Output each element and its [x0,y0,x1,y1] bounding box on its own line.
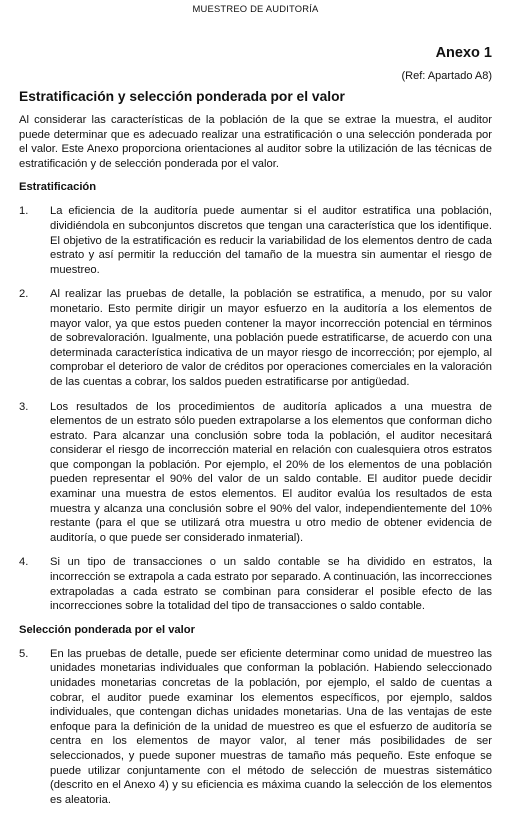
annex-title: Anexo 1 [435,45,492,61]
paragraph-number: 5. [19,647,29,660]
paragraph-text: Los resultados de los procedimientos de auditoría aplicados a una muestra de elementos de un estrato sólo pueden extrapolarse a los elementos que conforman dicho estrato. Para alcanzar una conclusión sobre toda la población, el auditor necesitará considerar el riesgo de incorrección material en relación con cualesquiera otros estratos que compongan la población. Por ejemplo, el 20% de los elementos de una población pueden representar el 90% del valor de un saldo contable. El auditor puede decidir examinar una muestra de estos elementos. El auditor evalúa los resultados de esta muestra y alcanza una conclusión sobre el 90% del valor, independientemente del 10% restante (para el que se utilizará otra muestra u otro medio de obtener evidencia de auditoría, o que puede ser considerado inmaterial). [50,400,492,544]
intro-paragraph: Al considerar las características de la población de la que se extrae la muestra, el auditor puede determinar que es adecuado realizar una estratificación o una selección ponderada por el valor. Este Anexo proporciona orientaciones al auditor sobre la utilización de las técnicas de estratificación y de selección ponderada por el valor. [19,114,492,170]
paragraph-number: 1. [19,205,29,218]
paragraph-number: 3. [19,400,29,413]
paragraph-text: Al realizar las pruebas de detalle, la población se estratifica, a menudo, por su valor monetario. Esto permite dirigir un mayor esfuerzo en la auditoría a los elementos de mayor valor, ya que estos pueden contener la mayor incorrección potencial en términos de sobrevaloración. Igualmente, una población puede estratificarse, de acuerdo con una determinada característica indicativa de un mayor riesgo de incorrección; por ejemplo, al comprobar el deterioro de valor de créditos por operaciones comerciales en la valoración de las cuentas a cobrar, los saldos pueden estratificarse por antigüedad. [50,288,492,388]
stratification-heading: Estratificación [19,181,97,194]
section-title: Estratificación y selección ponderada por el valor [19,89,345,104]
paragraph-number: 2. [19,288,29,301]
value-weighted-heading: Selección ponderada por el valor [19,623,195,636]
paragraph-text: Si un tipo de transacciones o un saldo contable se ha dividido en estratos, la incorrección se extrapola a cada estrato por separado. A continuación, las incorrecciones extrapoladas a cada estrato se combinan para considerar el posible efecto de las incorrecciones sobre la totalidad del tipo de transacciones o saldo contable. [50,556,492,613]
numbered-paragraph [19,647,492,808]
numbered-paragraph [19,400,492,546]
numbered-paragraph [19,287,492,389]
numbered-paragraph [19,204,492,277]
paragraph-text: La eficiencia de la auditoría puede aumentar si el auditor estratifica una población, dividiéndola en subconjuntos discretos que tengan una característica que los identifique. El objetivo de la estratificación es reducir la variabilidad de los elementos dentro de cada estrato y así permitir la reducción del tamaño de la muestra sin aumentar el riesgo de muestreo. [50,205,492,276]
paragraph-text: En las pruebas de detalle, puede ser eficiente determinar como unidad de muestreo las unidades monetarias individuales que conforman la población. Habiendo seleccionado unidades monetarias concretas de la población, por ejemplo, el saldo de cuentas a cobrar, el auditor puede examinar los elementos específicos, por ejemplo, saldos individuales, que contengan dichas unidades monetarias. Una de las ventajas de este enfoque para la definición de la unidad de muestreo es que el esfuerzo de auditoría se centra en los elementos de mayor valor, al tener más posibilidades de ser seleccionados, y puede suponer muestras de tamaño más pequeño. Este enfoque se puede utilizar conjuntamente con el método de selección de muestras sistemático (descrito en el Anexo 4) y su eficiencia es máxima cuando la selección de los elementos es aleatoria. [50,647,492,806]
paragraph-number: 4. [19,556,29,569]
running-header: MUESTREO DE AUDITORÍA [192,3,319,14]
numbered-paragraph [19,555,492,613]
annex-reference: (Ref: Apartado A8) [401,70,492,82]
